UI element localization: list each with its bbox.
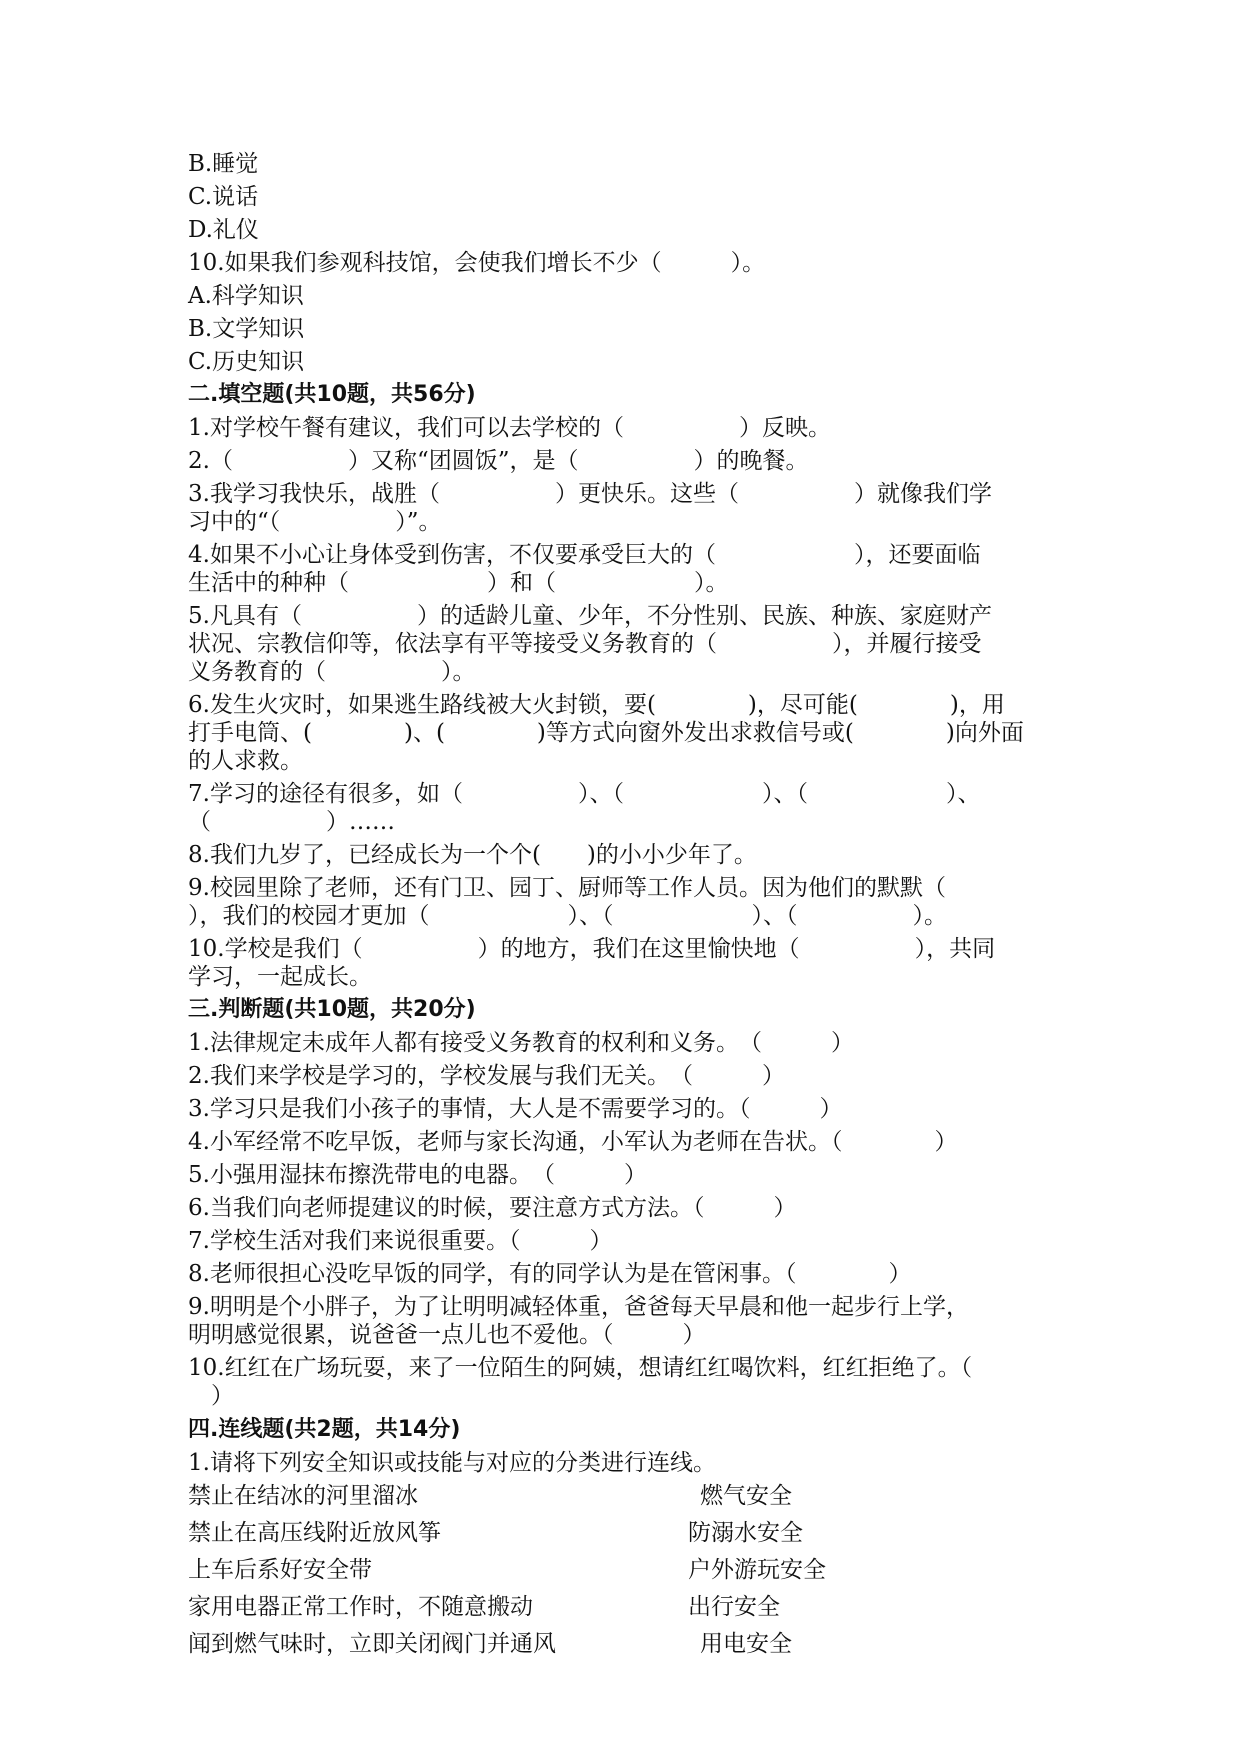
question-line: 8.老师很担心没吃早饭的同学，有的同学认为是在管闲事。（ ） bbox=[188, 1261, 912, 1287]
question-line: 义务教育的（ ）。 bbox=[188, 659, 476, 685]
question-6 bbox=[188, 691, 1058, 775]
question-7 bbox=[188, 1227, 1058, 1255]
matching-row bbox=[188, 1482, 1058, 1510]
section4-heading: 四.连线题(共2题，共14分) bbox=[188, 1417, 461, 1442]
question-line: 明明感觉很累，说爸爸一点儿也不爱他。（ ） bbox=[188, 1322, 706, 1348]
question-line: 4.如果不小心让身体受到伤害，不仅要承受巨大的（ ），还要面临 bbox=[188, 542, 981, 568]
question-1 bbox=[188, 1029, 1058, 1057]
question-line: 1.法律规定未成年人都有接受义务教育的权利和义务。 （ ） bbox=[188, 1030, 854, 1056]
question-4 bbox=[188, 541, 1058, 597]
question-9 bbox=[188, 1293, 1058, 1349]
question-line: 6.当我们向老师提建议的时候，要注意方式方法。（ ） bbox=[188, 1195, 797, 1221]
true-false-questions bbox=[188, 1029, 1058, 1410]
question-line: 的人求救。 bbox=[188, 748, 303, 774]
q9-option-c: C.说话 bbox=[188, 184, 259, 210]
matching-row bbox=[188, 1630, 1058, 1658]
matching-item-right[interactable]: 出行安全 bbox=[688, 1594, 780, 1620]
question-8 bbox=[188, 1260, 1058, 1288]
matching-row bbox=[188, 1556, 1058, 1584]
question-line: ），我们的校园才更加（ ）、（ ）、（ ）。 bbox=[188, 903, 947, 929]
question-5 bbox=[188, 1161, 1058, 1189]
question-line: 3.我学习我快乐，战胜（ ）更快乐。这些（ ）就像我们学 bbox=[188, 481, 992, 507]
question-5 bbox=[188, 602, 1058, 686]
question-line: 1.对学校午餐有建议，我们可以去学校的（ ）反映。 bbox=[188, 415, 831, 441]
section3-heading: 三.判断题(共10题，共20分) bbox=[188, 997, 476, 1022]
question-3 bbox=[188, 480, 1058, 536]
question-line: 10.红红在广场玩耍，来了一位陌生的阿姨，想请红红喝饮料，红红拒绝了。（ bbox=[188, 1355, 973, 1381]
matching-question-stem: 1.请将下列安全知识或技能与对应的分类进行连线。 bbox=[188, 1450, 716, 1476]
question-8 bbox=[188, 841, 1058, 869]
question-line: 2.我们来学校是学习的，学校发展与我们无关。 （ ） bbox=[188, 1063, 785, 1089]
question-line: 6.发生火灾时，如果逃生路线被大火封锁，要( )，尽可能( )，用 bbox=[188, 692, 1005, 718]
q10-option-c: C.历史知识 bbox=[188, 349, 305, 375]
matching-item-right[interactable]: 用电安全 bbox=[700, 1631, 792, 1657]
matching-row bbox=[188, 1593, 1058, 1621]
question-line: 9.明明是个小胖子，为了让明明减轻体重，爸爸每天早晨和他一起步行上学， bbox=[188, 1294, 969, 1320]
matching-item-left[interactable]: 禁止在结冰的河里溜冰 bbox=[188, 1483, 418, 1509]
question-line: 学习，一起成长。 bbox=[188, 964, 372, 990]
matching-item-left[interactable]: 禁止在高压线附近放风筝 bbox=[188, 1520, 441, 1546]
question-10 bbox=[188, 935, 1058, 991]
q9-option-b: B.睡觉 bbox=[188, 151, 259, 177]
question-line: 8.我们九岁了，已经成长为一个个( )的小小少年了。 bbox=[188, 842, 757, 868]
question-9 bbox=[188, 874, 1058, 930]
q9-option-d: D.礼仪 bbox=[188, 217, 259, 243]
matching-rows bbox=[188, 1482, 1058, 1658]
question-line: 打手电筒、( )、( )等方式向窗外发出求救信号或( )向外面 bbox=[188, 720, 1024, 746]
question-line: 3.学习只是我们小孩子的事情，大人是不需要学习的。（ ） bbox=[188, 1096, 843, 1122]
matching-item-left[interactable]: 闻到燃气味时，立即关闭阀门并通风 bbox=[188, 1631, 556, 1657]
question-2 bbox=[188, 1062, 1058, 1090]
question-4 bbox=[188, 1128, 1058, 1156]
question-line: （ ）…… bbox=[188, 809, 395, 835]
matching-item-left[interactable]: 上车后系好安全带 bbox=[188, 1557, 372, 1583]
matching-item-right[interactable]: 燃气安全 bbox=[700, 1483, 792, 1509]
question-2 bbox=[188, 447, 1058, 475]
question-line: ） bbox=[188, 1383, 234, 1409]
question-line: 9.校园里除了老师，还有门卫、园丁、厨师等工作人员。因为他们的默默（ bbox=[188, 875, 946, 901]
question-line: 习中的“（ ）”。 bbox=[188, 509, 442, 535]
question-line: 7.学校生活对我们来说很重要。（ ） bbox=[188, 1228, 613, 1254]
question-10 bbox=[188, 1354, 1058, 1410]
question-line: 5.凡具有（ ）的适龄儿童、少年，不分性别、民族、种族、家庭财产 bbox=[188, 603, 992, 629]
question-7 bbox=[188, 780, 1058, 836]
question-line: 4.小军经常不吃早饭，老师与家长沟通，小军认为老师在告状。（ ） bbox=[188, 1129, 958, 1155]
question-line: 2.（ ）又称“团圆饭”，是（ ）的晚餐。 bbox=[188, 448, 809, 474]
matching-item-left[interactable]: 家用电器正常工作时，不随意搬动 bbox=[188, 1594, 533, 1620]
matching-row bbox=[188, 1519, 1058, 1547]
q10-option-a: A.科学知识 bbox=[188, 283, 304, 309]
question-3 bbox=[188, 1095, 1058, 1123]
question-line: 状况、宗教信仰等，依法享有平等接受义务教育的（ ），并履行接受 bbox=[188, 631, 982, 657]
question-line: 生活中的种种（ ）和（ ）。 bbox=[188, 570, 729, 596]
matching-item-right[interactable]: 防溺水安全 bbox=[688, 1520, 803, 1546]
section2-heading: 二.填空题(共10题，共56分) bbox=[188, 382, 476, 407]
question-line: 10.学校是我们（ ）的地方，我们在这里愉快地（ ），共同 bbox=[188, 936, 996, 962]
q10-option-b: B.文学知识 bbox=[188, 316, 305, 342]
section1-tail bbox=[188, 150, 1058, 376]
question-line: 7.学习的途径有很多，如（ ）、（ ）、（ ）、 bbox=[188, 781, 981, 807]
matching-item-right[interactable]: 户外游玩安全 bbox=[688, 1557, 826, 1583]
worksheet-page bbox=[188, 150, 1058, 1667]
question-6 bbox=[188, 1194, 1058, 1222]
question-line: 5.小强用湿抹布擦洗带电的电器。 （ ） bbox=[188, 1162, 647, 1188]
fill-blank-questions bbox=[188, 414, 1058, 991]
q10-stem: 10.如果我们参观科技馆，会使我们增长不少（ ）。 bbox=[188, 250, 766, 276]
question-1 bbox=[188, 414, 1058, 442]
